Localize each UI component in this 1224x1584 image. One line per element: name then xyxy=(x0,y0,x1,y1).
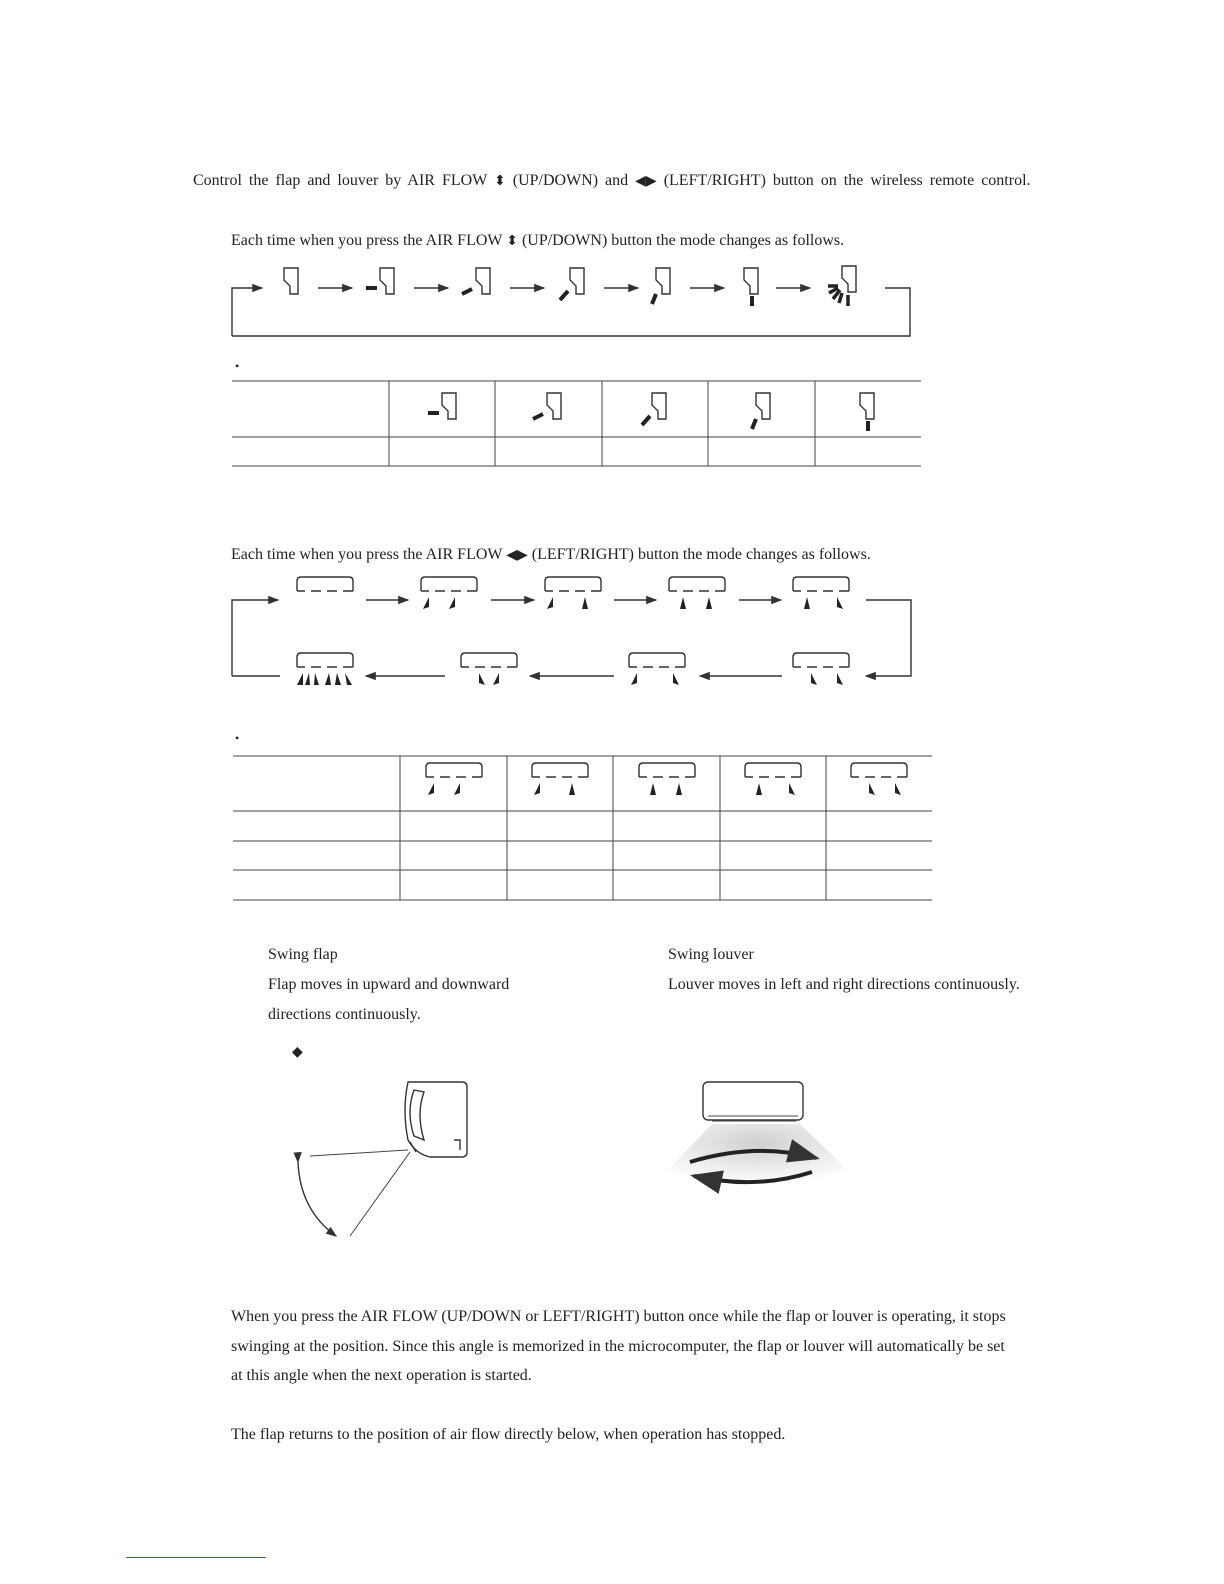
table-flap-icon-slight-down xyxy=(533,393,561,419)
leftright-table xyxy=(233,756,932,900)
flap-icon-down xyxy=(560,268,584,300)
note-p1-line1: When you press the AIR FLOW (UP/DOWN or LEFT/RIGHT) button once while the flap or louver is operating, it stops xyxy=(231,1308,1006,1325)
note-p1-line3: at this angle when the next operation is started. xyxy=(231,1367,532,1384)
updown-sequence xyxy=(232,266,910,336)
swing-louver-illustration xyxy=(666,1082,850,1186)
flap-icon-slight-down xyxy=(462,268,490,294)
louver-icon-center xyxy=(669,577,725,609)
louver-icon-left xyxy=(421,577,477,609)
updown-heading: Each time when you press the AIR FLOW ⬍ (UP/DOWN) button the mode changes as follows. xyxy=(231,232,845,249)
updown-arrow-icon: ⬍ xyxy=(506,233,518,249)
louver-icon-center-right xyxy=(793,577,849,609)
louver-icon-wide xyxy=(629,653,685,685)
updown-arrow-icon: ⬍ xyxy=(494,173,506,189)
flap-icon-horizontal xyxy=(366,268,394,294)
leftright-arrow-icon: ◀▶ xyxy=(635,173,657,189)
note-p1-line2: swinging at the position. Since this angle is memorized in the microcomputer, the flap or louver will automatically be set xyxy=(231,1338,1005,1355)
intro-pre: Control the flap and louver by AIR FLOW xyxy=(193,172,487,189)
swing-flap-illustration xyxy=(298,1082,467,1236)
table-louver-icon-left-center xyxy=(532,763,588,795)
table-flap-icon-horizontal xyxy=(428,393,456,419)
louver-icon-inward xyxy=(461,653,517,685)
intro-leftright: (LEFT/RIGHT) button on the wireless remote control. xyxy=(663,172,1031,189)
updown-note-bullet: • xyxy=(235,359,240,373)
swing-louver-line1: Louver moves in left and right directions continuously. xyxy=(668,976,1020,993)
flap-icon-vertical xyxy=(744,268,758,306)
leftright-note-bullet: • xyxy=(235,731,240,745)
table-louver-icon-center xyxy=(639,763,695,795)
swing-louver-title: Swing louver xyxy=(668,946,754,963)
table-louver-icon-left xyxy=(426,763,482,795)
louver-icon-right xyxy=(793,653,849,685)
intro-updown: (UP/DOWN) and xyxy=(512,172,629,189)
note-p2: The flap returns to the position of air flow directly below, when operation has stopped. xyxy=(231,1426,786,1443)
table-flap-icon-steep-down xyxy=(752,393,770,429)
table-flap-icon-vertical xyxy=(860,393,874,431)
table-louver-icon-center-right xyxy=(745,763,801,795)
diamond-bullet: ◆ xyxy=(292,1044,303,1060)
leftright-sequence xyxy=(232,577,911,685)
leftright-arrow-icon: ◀▶ xyxy=(506,547,528,563)
louver-icon-closed xyxy=(297,577,353,591)
table-flap-icon-down xyxy=(642,393,666,425)
leftright-heading: Each time when you press the AIR FLOW ◀▶ (LEFT/RIGHT) button the mode changes as follows. xyxy=(231,546,871,563)
swing-flap-line1: Flap moves in upward and downward xyxy=(268,976,510,993)
flap-icon-swing xyxy=(828,266,856,306)
flap-icon-closed xyxy=(284,268,298,294)
swing-flap-title: Swing flap xyxy=(268,946,338,963)
flap-icon-steep-down xyxy=(652,268,670,304)
swing-flap-line2: directions continuously. xyxy=(268,1006,421,1023)
louver-icon-swing xyxy=(297,653,353,685)
footer-link-underline xyxy=(126,1557,266,1558)
updown-table xyxy=(232,381,921,466)
table-louver-icon-right xyxy=(851,763,907,795)
louver-icon-left-center xyxy=(545,577,601,609)
